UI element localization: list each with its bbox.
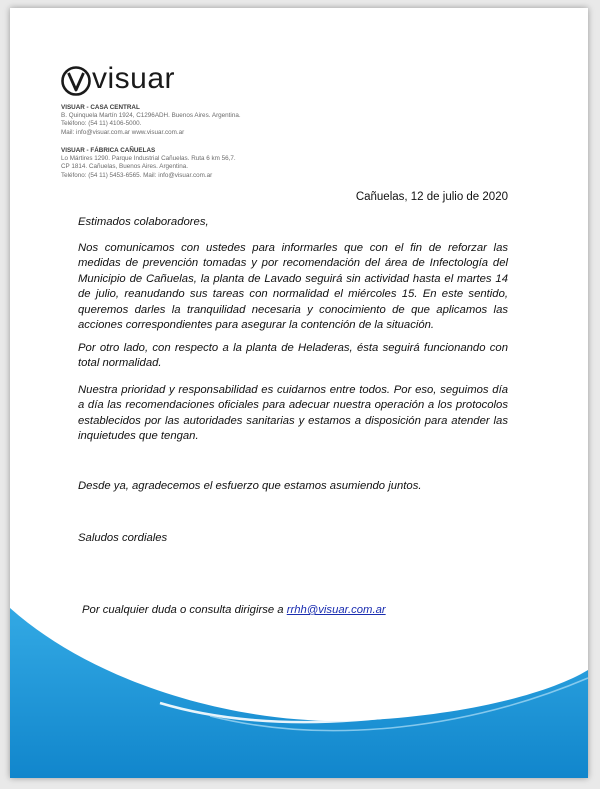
letter-paragraph-3: Nuestra prioridad y responsabilidad es cuidarnos entre todos. Por eso, seguimos día a día las recomendaciones oficiales para adecuar nuestra operación a los protocolos establecidos por las autoridades sanitarias y estamos a disposición para atender las inquietudes que tengan. <box>78 384 508 443</box>
letter-date: Cañuelas, 12 de julio de 2020 <box>355 191 508 203</box>
letter-paragraph-4: Desde ya, agradecemos el esfuerzo que estamos asumiendo juntos. <box>78 480 422 492</box>
letter-page <box>10 8 588 778</box>
letter-greeting: Estimados colaboradores, <box>78 216 209 228</box>
letter-paragraph-2: Por otro lado, con respecto a la planta de Heladeras, ésta seguirá funcionando con total normalidad. <box>78 342 508 370</box>
office-line: Lo Mártires 1290. Parque Industrial Cañuelas. Ruta 6 km 56,7. <box>61 155 236 163</box>
office-title: VISUAR - CASA CENTRAL <box>61 104 140 111</box>
office-line: Teléfono: (54 11) 5453-6565. Mail: info@visuar.com.ar <box>61 171 213 179</box>
office-title: VISUAR - FÁBRICA CAÑUELAS <box>61 147 156 154</box>
office-fabrica-canuelas <box>61 147 236 180</box>
contact-text: Por cualquier duda o consulta dirigirse a <box>82 604 287 616</box>
footer-wave <box>10 608 588 778</box>
office-line: Teléfono: (54 11) 4106-5000. <box>61 120 142 128</box>
letter-closing: Saludos cordiales <box>78 532 168 544</box>
letter-paragraph-1: Nos comunicamos con ustedes para informarles que con el fin de reforzar las medidas de prevención tomadas y por recomendación del área de Infectología del Municipio de Cañuelas, la planta de Lavado seguirá sin actividad hasta el martes 14 de julio, reanudando sus tareas con normalidad el miércoles 15. En este sentido, queremos darles la tranquilidad necesaria y conocimiento de que aplicamos las acciones correspondientes para asegurar la contención de la situación. <box>78 242 508 332</box>
office-line: Mail: info@visuar.com.ar www.visuar.com.ar <box>61 128 185 136</box>
contact-email-link[interactable]: rrhh@visuar.com.ar <box>286 604 386 616</box>
office-line: B. Quinquela Martín 1924, C1296ADH. Buenos Aires. Argentina. <box>61 112 241 120</box>
office-line: CP 1814. Cañuelas, Buenos Aires. Argentina. <box>61 163 188 171</box>
office-casa-central <box>61 104 241 137</box>
brand-wordmark: visuar <box>92 62 176 95</box>
